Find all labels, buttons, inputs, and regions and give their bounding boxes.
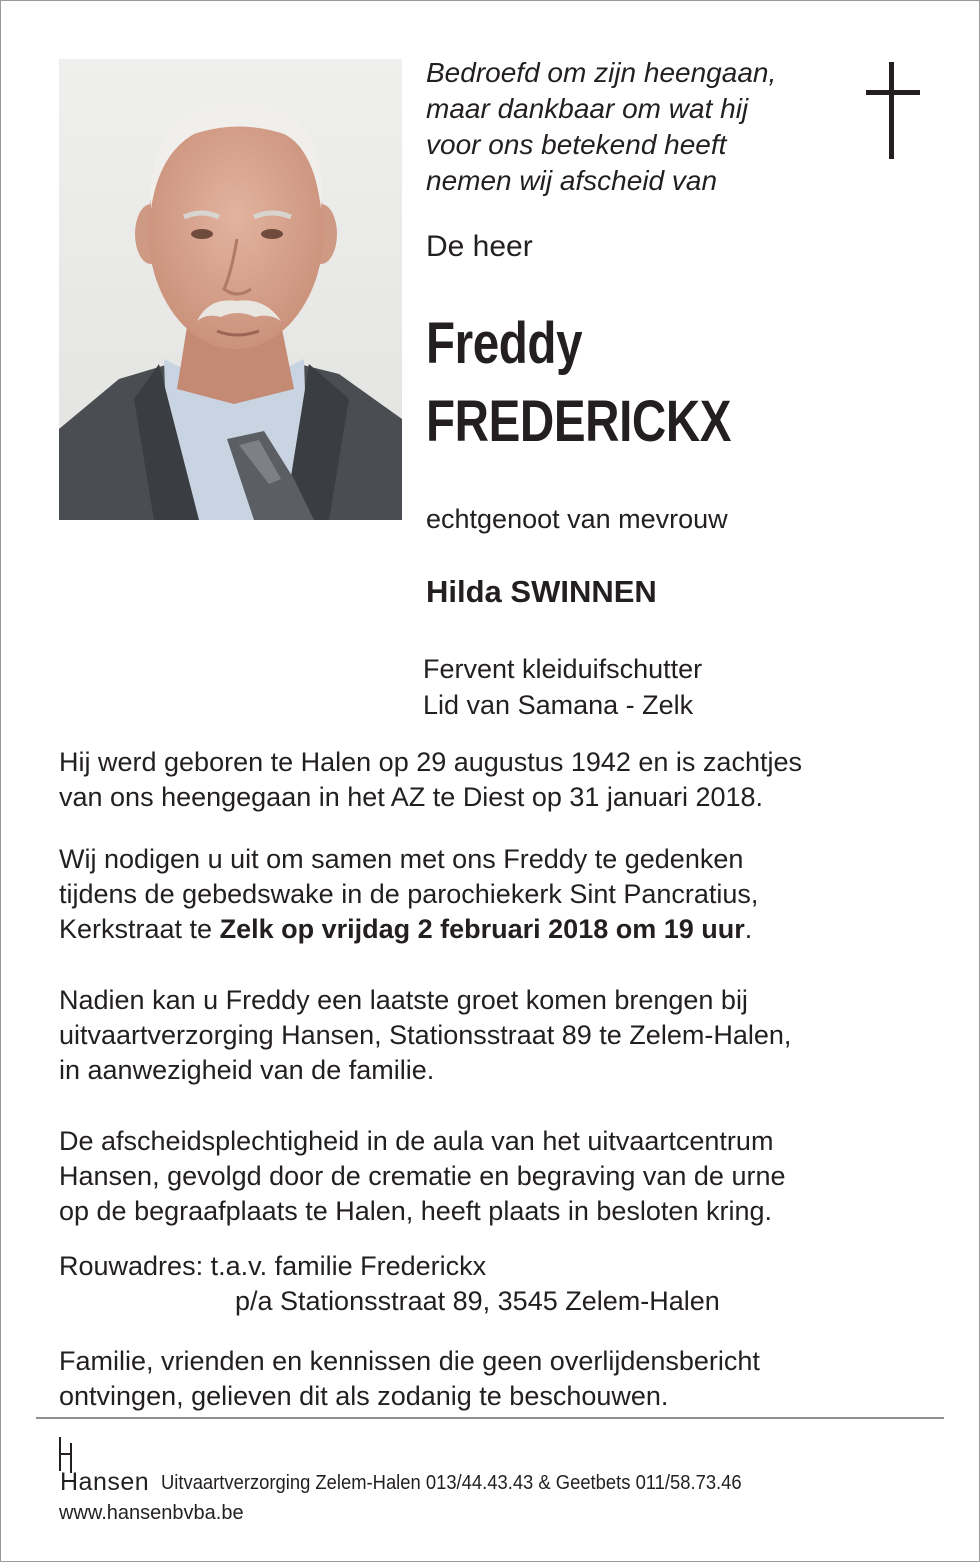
paragraph-line: uitvaartverzorging Hansen, Stationsstraat 89 te Zelem-Halen, <box>59 1020 792 1050</box>
closing-paragraph <box>59 1344 939 1414</box>
deceased-name <box>426 305 731 461</box>
address-line: Rouwadres: t.a.v. familie Frederickx <box>59 1251 487 1281</box>
paragraph-line: ontvingen, gelieven dit als zodanig te beschouwen. <box>59 1381 669 1411</box>
paragraph-line: Hansen, gevolgd door de crematie en begraving van de urne <box>59 1161 786 1191</box>
paragraph-line: van ons heengegaan in het AZ te Diest op 31 januari 2018. <box>59 782 764 812</box>
intro-line: nemen wij afscheid van <box>426 165 718 196</box>
paragraph-line: Hij werd geboren te Halen op 29 augustus 1942 en is zachtjes <box>59 747 802 777</box>
first-name: Freddy <box>426 311 583 376</box>
spouse-name: Hilda SWINNEN <box>426 574 657 609</box>
divider <box>36 1417 944 1419</box>
paragraph-line: in aanwezigheid van de familie. <box>59 1055 435 1085</box>
ceremony-paragraph <box>59 1124 939 1229</box>
wake-date-time: Zelk op vrijdag 2 februari 2018 om 19 uur <box>219 914 745 944</box>
birth-death-paragraph <box>59 745 939 815</box>
intro-line: voor ons betekend heeft <box>426 129 727 160</box>
cross-icon <box>862 62 922 162</box>
paragraph-line: Familie, vrienden en kennissen die geen overlijdensbericht <box>59 1346 760 1376</box>
hobbies <box>423 651 702 723</box>
wake-paragraph <box>59 842 939 947</box>
paragraph-line: De afscheidsplechtigheid in de aula van het uitvaartcentrum <box>59 1126 774 1156</box>
paragraph-line <box>59 912 939 947</box>
intro-line: Bedroefd om zijn heengaan, <box>426 57 777 88</box>
wake-period: . <box>744 914 753 944</box>
paragraph-line: Wij nodigen u uit om samen met ons Freddy te gedenken <box>59 844 744 874</box>
paragraph-line: Nadien kan u Freddy een laatste groet komen brengen bij <box>59 985 748 1015</box>
paragraph-line: tijdens de gebedswake in de parochiekerk Sint Pancratius, <box>59 879 759 909</box>
mourning-address <box>59 1249 939 1319</box>
wake-location: Kerkstraat te <box>59 914 220 944</box>
spouse-label: echtgenoot van mevrouw <box>426 504 728 534</box>
hobby-line: Lid van Samana - Zelk <box>423 690 694 720</box>
intro-text <box>426 55 846 199</box>
intro-line: maar dankbaar om wat hij <box>426 93 749 124</box>
logo-wordmark: Hansen <box>60 1468 150 1496</box>
portrait-photo <box>59 59 402 520</box>
salutation: De heer <box>426 230 533 263</box>
address-line: p/a Stationsstraat 89, 3545 Zelem-Halen <box>235 1286 720 1316</box>
last-name: FREDERICKX <box>426 389 732 454</box>
company-contact: Uitvaartverzorging Zelem-Halen 013/44.43.43 & Geetbets 011/58.73.46 <box>161 1472 742 1494</box>
paragraph-line: op de begraafplaats te Halen, heeft plaats in besloten kring. <box>59 1196 772 1226</box>
hobby-line: Fervent kleiduifschutter <box>423 654 703 684</box>
website-link[interactable]: www.hansenbvba.be <box>59 1502 244 1524</box>
farewell-visit-paragraph <box>59 983 939 1088</box>
